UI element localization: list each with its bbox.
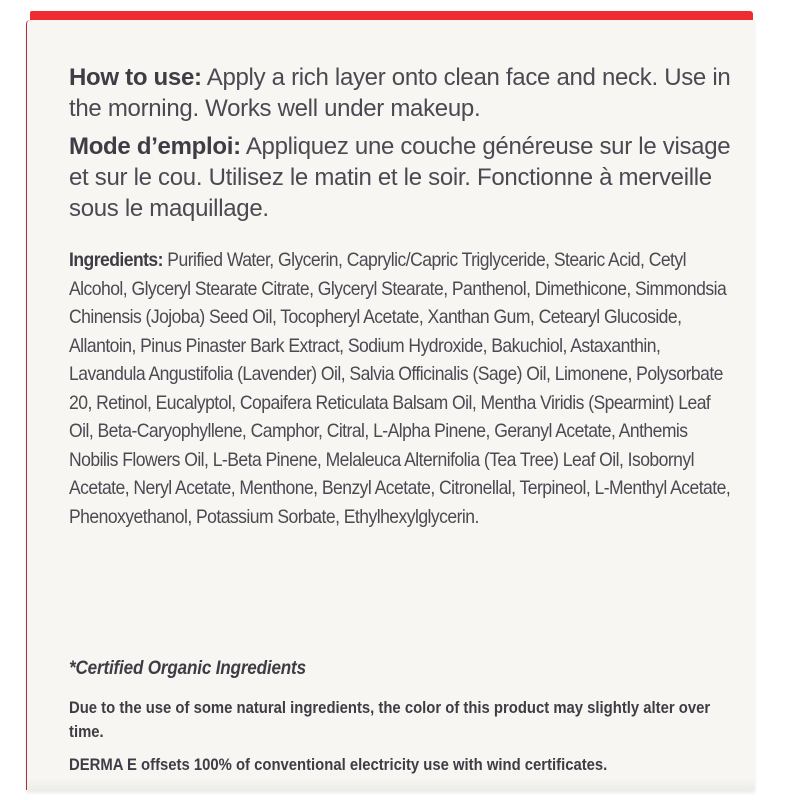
- mode-emploi-paragraph: [69, 131, 739, 224]
- how-to-use-label: How to use:: [69, 64, 202, 91]
- mode-emploi-label: Mode d’emploi:: [69, 133, 241, 160]
- ingredients-paragraph: [69, 246, 735, 531]
- how-to-use-text: Apply a rich layer onto clean face and neck. Use in the morning. Works well under makeup.: [69, 64, 731, 122]
- mode-emploi-text: Appliquez une couche généreuse sur le visage et sur le cou. Utilisez le matin et le soir. Fonctionne à merveille sous le maquillage.: [69, 133, 731, 222]
- color-disclaimer: Due to the use of some natural ingredients, the color of this product may slightly alter over time.: [69, 699, 711, 741]
- wind-offset-note: DERMA E offsets 100% of conventional electricity use with wind certificates.: [69, 756, 608, 774]
- box-side-panel: [26, 20, 755, 790]
- ingredients-label: Ingredients:: [69, 249, 163, 271]
- certified-organic-note: *Certified Organic Ingredients: [69, 658, 306, 679]
- label-content: [69, 62, 739, 531]
- ingredients-list: Purified Water, Glycerin, Caprylic/Capric Triglyceride, Stearic Acid, Cetyl Alcohol, Glyceryl Stearate Citrate, Glyceryl Stearate, Panthenol, Dimethicone, Simmondsia Chinensis (Jojoba) Seed Oil, Tocopheryl Acetate, Xanthan Gum, Cetearyl Glucoside, Allantoin, Pinus Pinaster Bark Extract, Sodium Hydroxide, Bakuchiol, Astaxanthin, Lavandula Angustifolia (Lavender) Oil, Salvia Officinalis (Sage) Oil, Limonene, Polysorbate 20, Retinol, Eucalyptol, Copaifera Reticulata Balsam Oil, Mentha Viridis (Spearmint) Leaf Oil, Beta-Caryophyllene, Camphor, Citral, L-Alpha Pinene, Geranyl Acetate, Anthemis Nobilis Flowers Oil, L-Beta Pinene, Melaleuca Alternifolia (Tea Tree) Leaf Oil, Isobornyl Acetate, Neryl Acetate, Menthone, Benzyl Acetate, Citronellal, Terpineol, L-Menthyl Acetate, Phenoxyethanol, Potassium Sorbate, Ethylhexylglycerin.: [69, 249, 731, 528]
- how-to-use-paragraph: [69, 62, 739, 124]
